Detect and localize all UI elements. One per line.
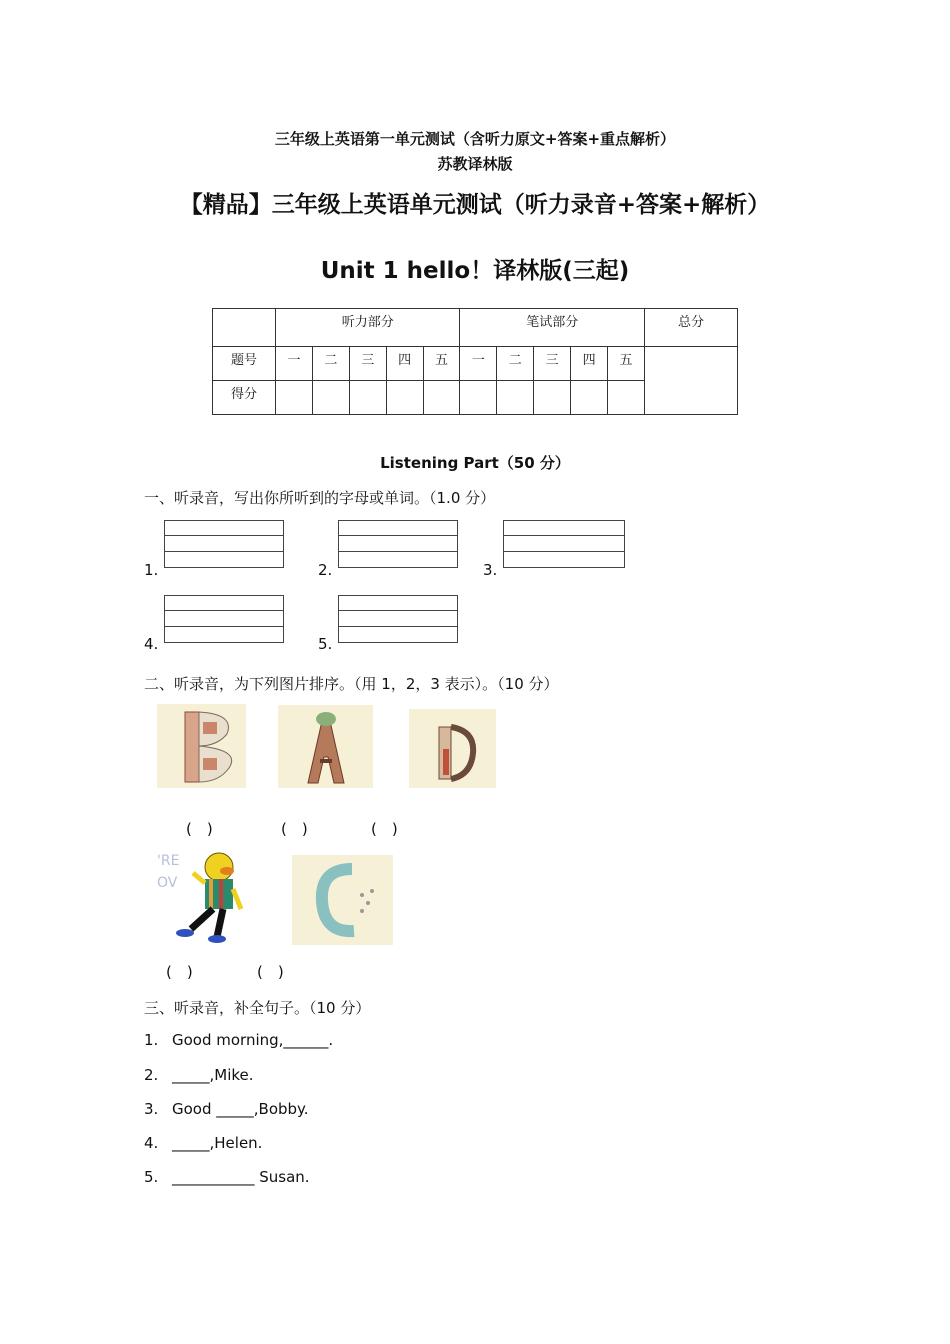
listening-header: 听力部分 [276,309,460,347]
sentence-number: 3. [144,1100,159,1118]
numeral-cell: 三 [534,347,571,381]
numeral-cell: 四 [386,347,423,381]
writing-lines-1[interactable] [164,520,284,568]
row-label-score: 得分 [213,381,276,415]
section3-heading: 三、听录音，补全句子。（10 分） [144,999,371,1017]
score-cell[interactable] [423,381,460,415]
score-cell[interactable] [276,381,313,415]
unit-title: Unit 1 hello！译林版(三起) [320,258,630,284]
letter-b-image [157,704,246,788]
sentence-text[interactable]: _____,Mike. [172,1066,254,1084]
row-label-number: 题号 [213,347,276,381]
score-cell[interactable] [534,381,571,415]
sentence-item [144,1168,310,1186]
sentence-number: 1. [144,1031,159,1049]
numeral-cell: 一 [276,347,313,381]
score-cell[interactable] [608,381,645,415]
writing-lines-4[interactable] [164,595,284,643]
numeral-cell: 二 [497,347,534,381]
sentence-item [144,1066,254,1084]
writing-lines-2[interactable] [338,520,458,568]
sentence-item [144,1100,309,1118]
letter-d-image [409,709,496,788]
answer-paren-bert[interactable]: ( ) [166,963,193,981]
score-cell[interactable] [349,381,386,415]
score-table-corner [213,309,276,347]
writing-lines-3[interactable] [503,520,625,568]
item-number: 3. [483,561,498,579]
score-cell[interactable] [312,381,349,415]
doc-edition: 苏教译林版 [437,155,513,173]
writing-header: 笔试部分 [460,309,645,347]
letter-c-image [292,855,393,945]
sentence-text[interactable]: Good _____,Bobby. [172,1100,309,1118]
item-number: 1. [144,561,159,579]
item-number: 4. [144,635,159,653]
answer-paren-b[interactable]: ( ) [186,820,213,838]
page-title: 【精品】三年级上英语单元测试（听力录音+答案+解析） [179,192,771,218]
sentence-item [144,1031,333,1049]
numeral-cell: 五 [608,347,645,381]
score-cell[interactable] [386,381,423,415]
numeral-cell: 一 [460,347,497,381]
total-score-cell[interactable] [645,347,738,415]
numeral-cell: 五 [423,347,460,381]
answer-paren-a[interactable]: ( ) [281,820,308,838]
score-cell[interactable] [571,381,608,415]
sentence-number: 2. [144,1066,159,1084]
svg-text:'RE: 'RE [157,853,180,869]
score-cell[interactable] [460,381,497,415]
numeral-cell: 二 [312,347,349,381]
sentence-number: 5. [144,1168,159,1186]
sentence-text[interactable]: ___________ Susan. [172,1168,310,1186]
total-header: 总分 [645,309,738,347]
numeral-cell: 三 [349,347,386,381]
score-table [212,308,738,415]
sentence-text[interactable]: Good morning,______. [172,1031,334,1049]
svg-text:OV: OV [157,875,178,891]
sentence-item [144,1134,262,1152]
section1-heading: 一、听录音，写出你所听到的字母或单词。（1.0 分） [144,489,496,507]
item-number: 2. [318,561,333,579]
numeral-cell: 四 [571,347,608,381]
sentence-number: 4. [144,1134,159,1152]
sentence-text[interactable]: _____,Helen. [172,1134,263,1152]
doc-subtitle: 三年级上英语第一单元测试（含听力原文+答案+重点解析） [274,130,676,148]
letter-a-image [278,705,373,788]
bert-character-image [157,849,264,945]
section2-heading: 二、听录音，为下列图片排序。（用 1，2，3 表示）。（10 分） [144,675,559,693]
writing-lines-5[interactable] [338,595,458,643]
answer-paren-c[interactable]: ( ) [257,963,284,981]
score-cell[interactable] [497,381,534,415]
answer-paren-d[interactable]: ( ) [371,820,398,838]
listening-part-heading: Listening Part（50 分） [380,454,570,472]
item-number: 5. [318,635,333,653]
